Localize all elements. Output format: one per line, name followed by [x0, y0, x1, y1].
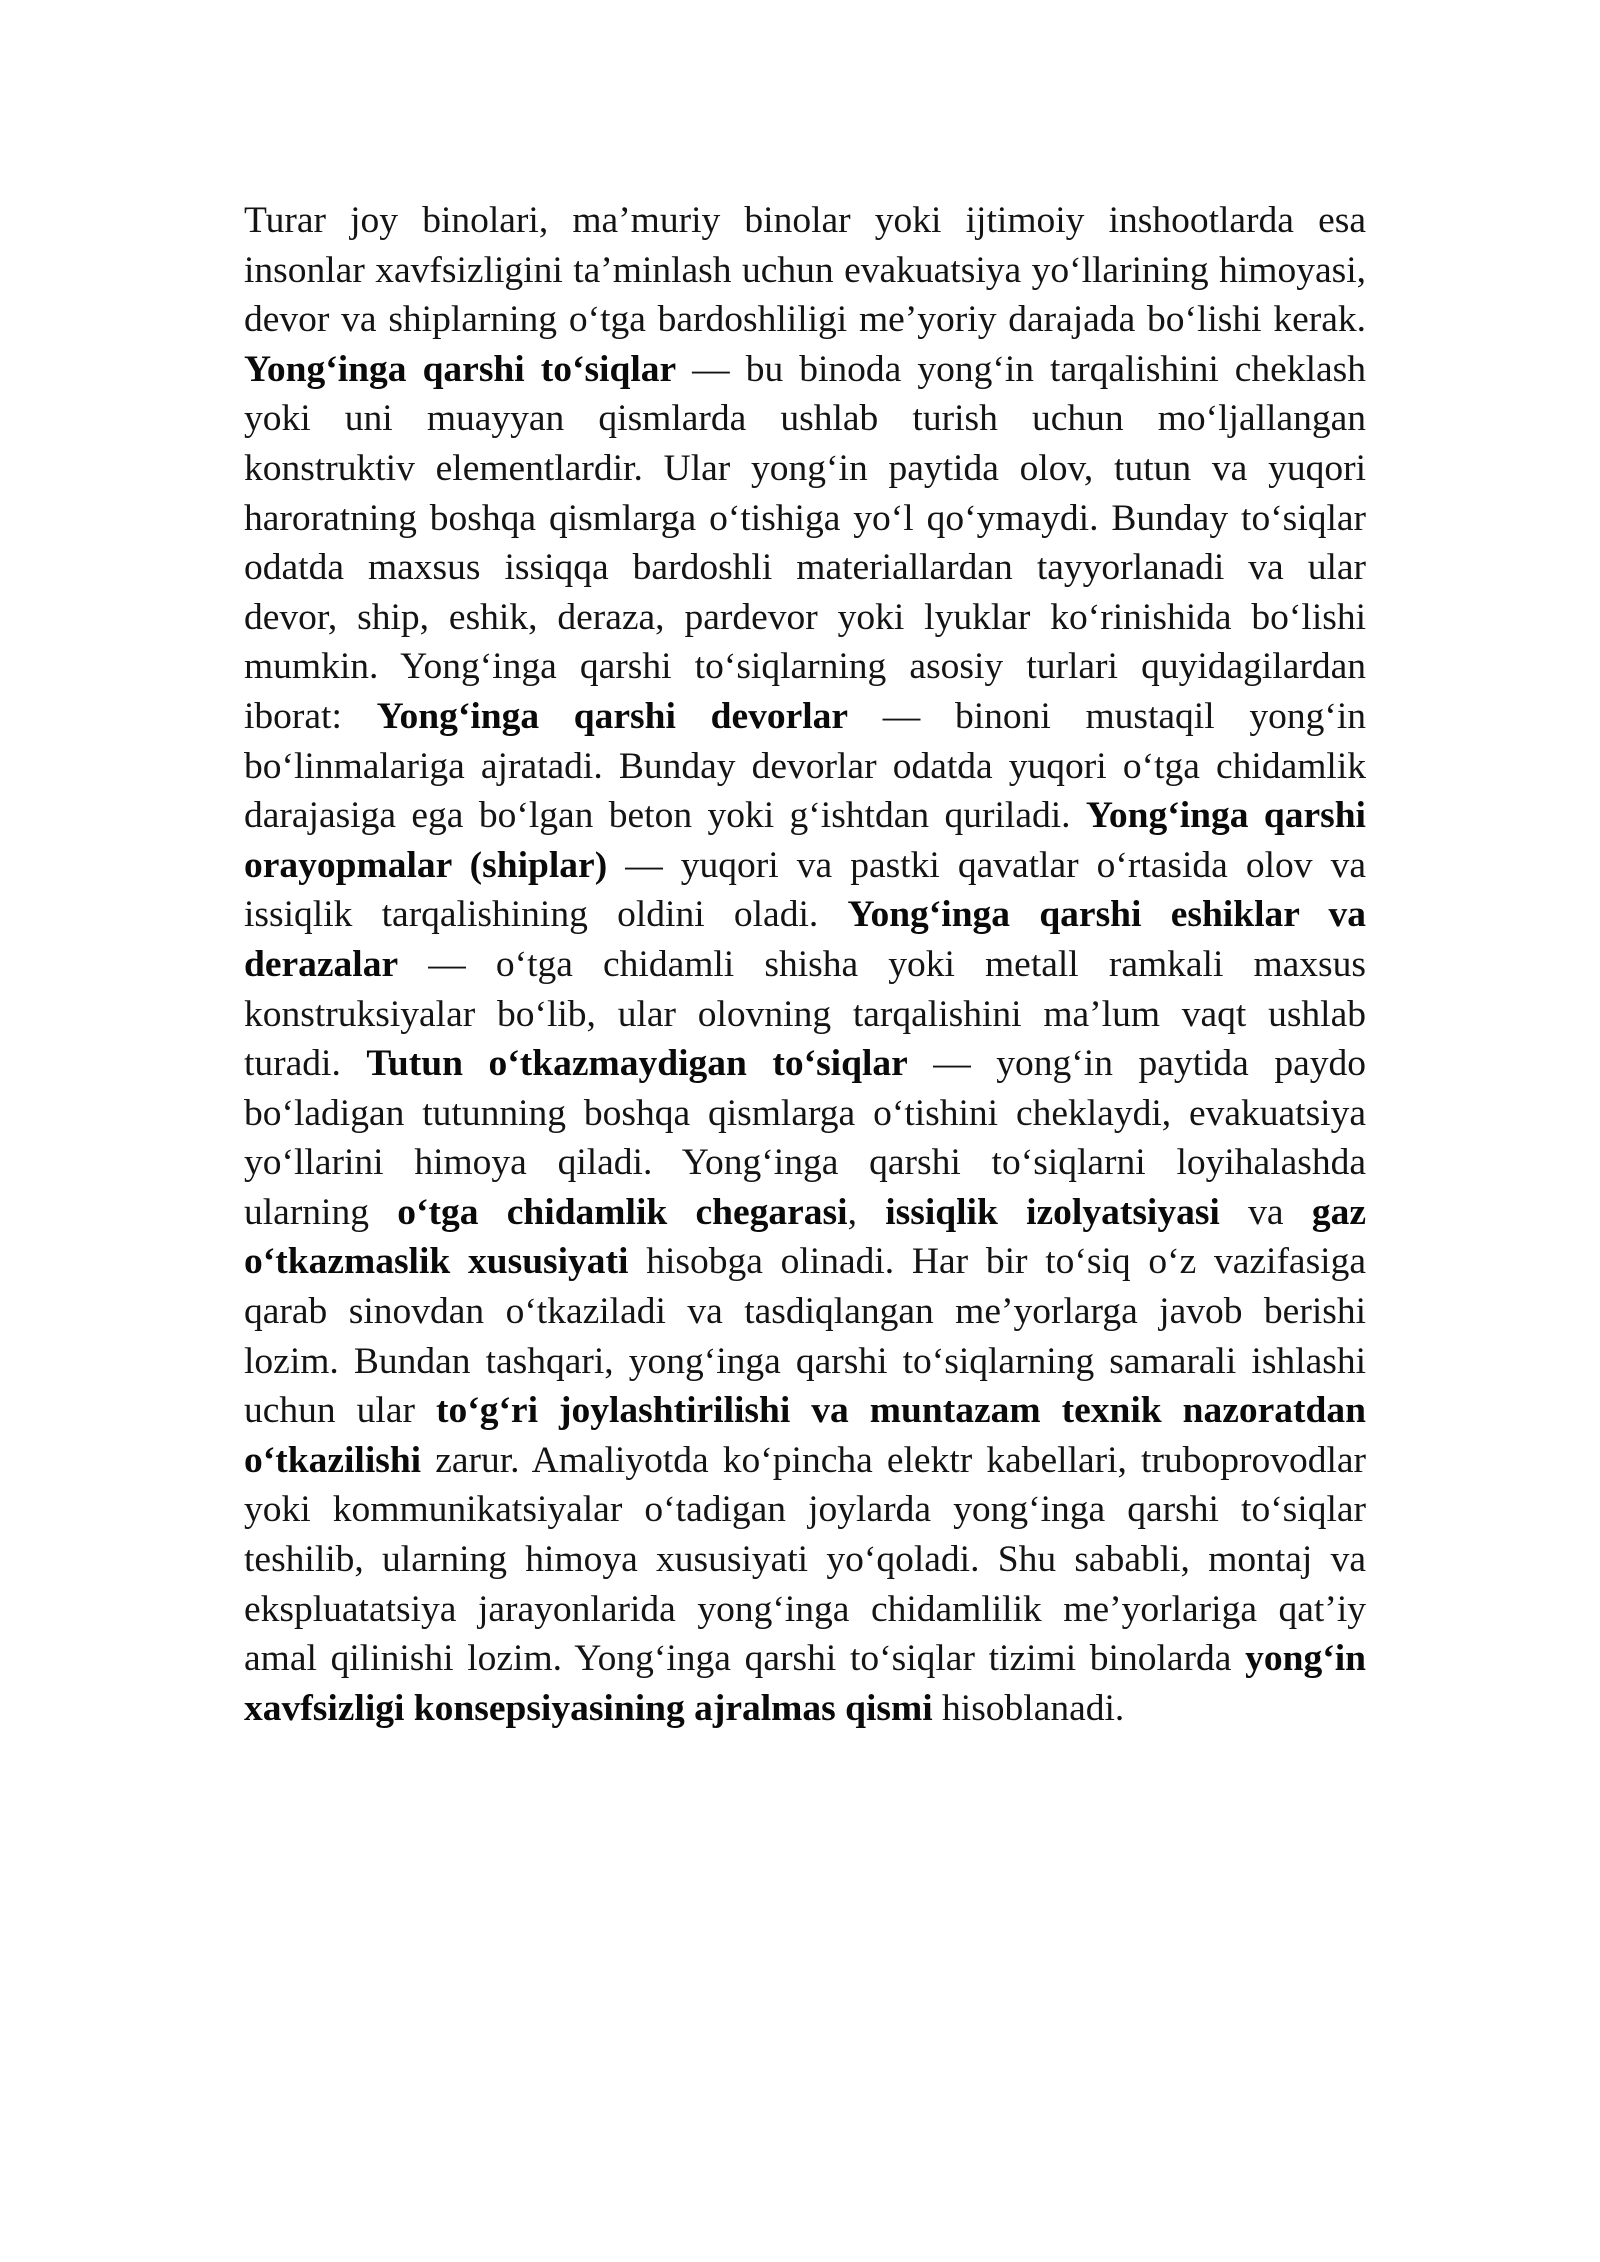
bold-term: o‘tga chidamlik chegarasi	[397, 1191, 848, 1233]
text-run: — binoni mustaqil yong‘in bo‘linmalariga ajratadi. Bunday devorlar odatda yuqori o‘tga chidamlik darajasiga ega bo‘lgan beton yoki g‘ishtdan quriladi.	[244, 695, 1366, 837]
bold-term: to‘g‘ri joylashtirilishi va muntazam texnik nazoratdan o‘tkazilishi	[244, 1390, 1366, 1481]
text-run: — o‘tga chidamli shisha yoki metall ramkali maxsus konstruksiyalar bo‘lib, ular olovning tarqalishini ma’lum vaqt ushlab turadi.	[244, 943, 1366, 1085]
bold-term: Tutun o‘tkazmaydigan to‘siqlar	[366, 1043, 908, 1085]
bold-term: Yong‘inga qarshi eshiklar va derazalar	[244, 894, 1366, 985]
text-run: hisobga olinadi. Har bir to‘siq o‘z vazifasiga qarab sinovdan o‘tkaziladi va tasdiqlangan me’yorlarga javob berishi lozim. Bundan tashqari, yong‘inga qarshi to‘siqlarning samarali ishlashi uchun ular	[244, 1241, 1366, 1432]
bold-term: Yong‘inga qarshi devorlar	[376, 695, 849, 737]
text-run: — bu binoda yong‘in tarqalishini cheklash yoki uni muayyan qismlarda ushlab turish uchun mo‘ljallangan konstruktiv elementlardir. Ular yong‘in paytida olov, tutun va yuqori haroratning boshqa qismlarga o‘tishiga yo‘l qo‘ymaydi. Bunday to‘siqlar odatda maxsus issiqqa bardoshli materiallardan tayyorlanadi va ular devor, ship, eshik, deraza, pardevor yoki lyuklar ko‘rinishida bo‘lishi mumkin. Yong‘inga qarshi to‘siqlarning asosiy turlari quyidagilardan iborat:	[244, 348, 1366, 737]
text-run: Turar joy binolari, ma’muriy binolar yoki ijtimoiy inshootlarda esa insonlar xavfsizligini ta’minlash uchun evakuatsiya yo‘llarining himoyasi, devor va shiplarning o‘tga bardoshliligi me’yoriy darajada bo‘lishi kerak.	[244, 200, 1366, 341]
bold-term: yong‘in xavfsizligi konsepsiyasining ajralmas qismi	[244, 1638, 1366, 1729]
body-paragraph	[244, 196, 1366, 1733]
text-run: hisoblanadi.	[932, 1687, 1125, 1729]
bold-term: issiqlik izolyatsiyasi	[885, 1191, 1220, 1233]
text-run: va	[1219, 1191, 1312, 1233]
bold-term: Yong‘inga qarshi to‘siqlar	[244, 348, 677, 390]
text-run: ,	[847, 1191, 886, 1233]
text-run: zarur. Amaliyotda ko‘pincha elektr kabellari, truboprovodlar yoki kommunikatsiyalar o‘tadigan joylarda yong‘inga qarshi to‘siqlar teshilib, ularning himoya xususiyati yo‘qoladi. Shu sababli, montaj va ekspluatatsiya jarayonlarida yong‘inga chidamlilik me’yorlariga qat’iy amal qilinishi lozim. Yong‘inga qarshi to‘siqlar tizimi binolarda	[244, 1439, 1366, 1680]
text-run: — yuqori va pastki qavatlar o‘rtasida olov va issiqlik tarqalishining oldini oladi.	[244, 844, 1366, 936]
bold-term: gaz o‘tkazmaslik xususiyati	[244, 1191, 1366, 1283]
bold-term: Yong‘inga qarshi orayopmalar (shiplar)	[244, 795, 1366, 886]
text-run: — yong‘in paytida paydo bo‘ladigan tutunning boshqa qismlarga o‘tishini cheklaydi, evakuatsiya yo‘llarini himoya qiladi. Yong‘inga qarshi to‘siqlarni loyihalashda ularning	[244, 1043, 1366, 1233]
